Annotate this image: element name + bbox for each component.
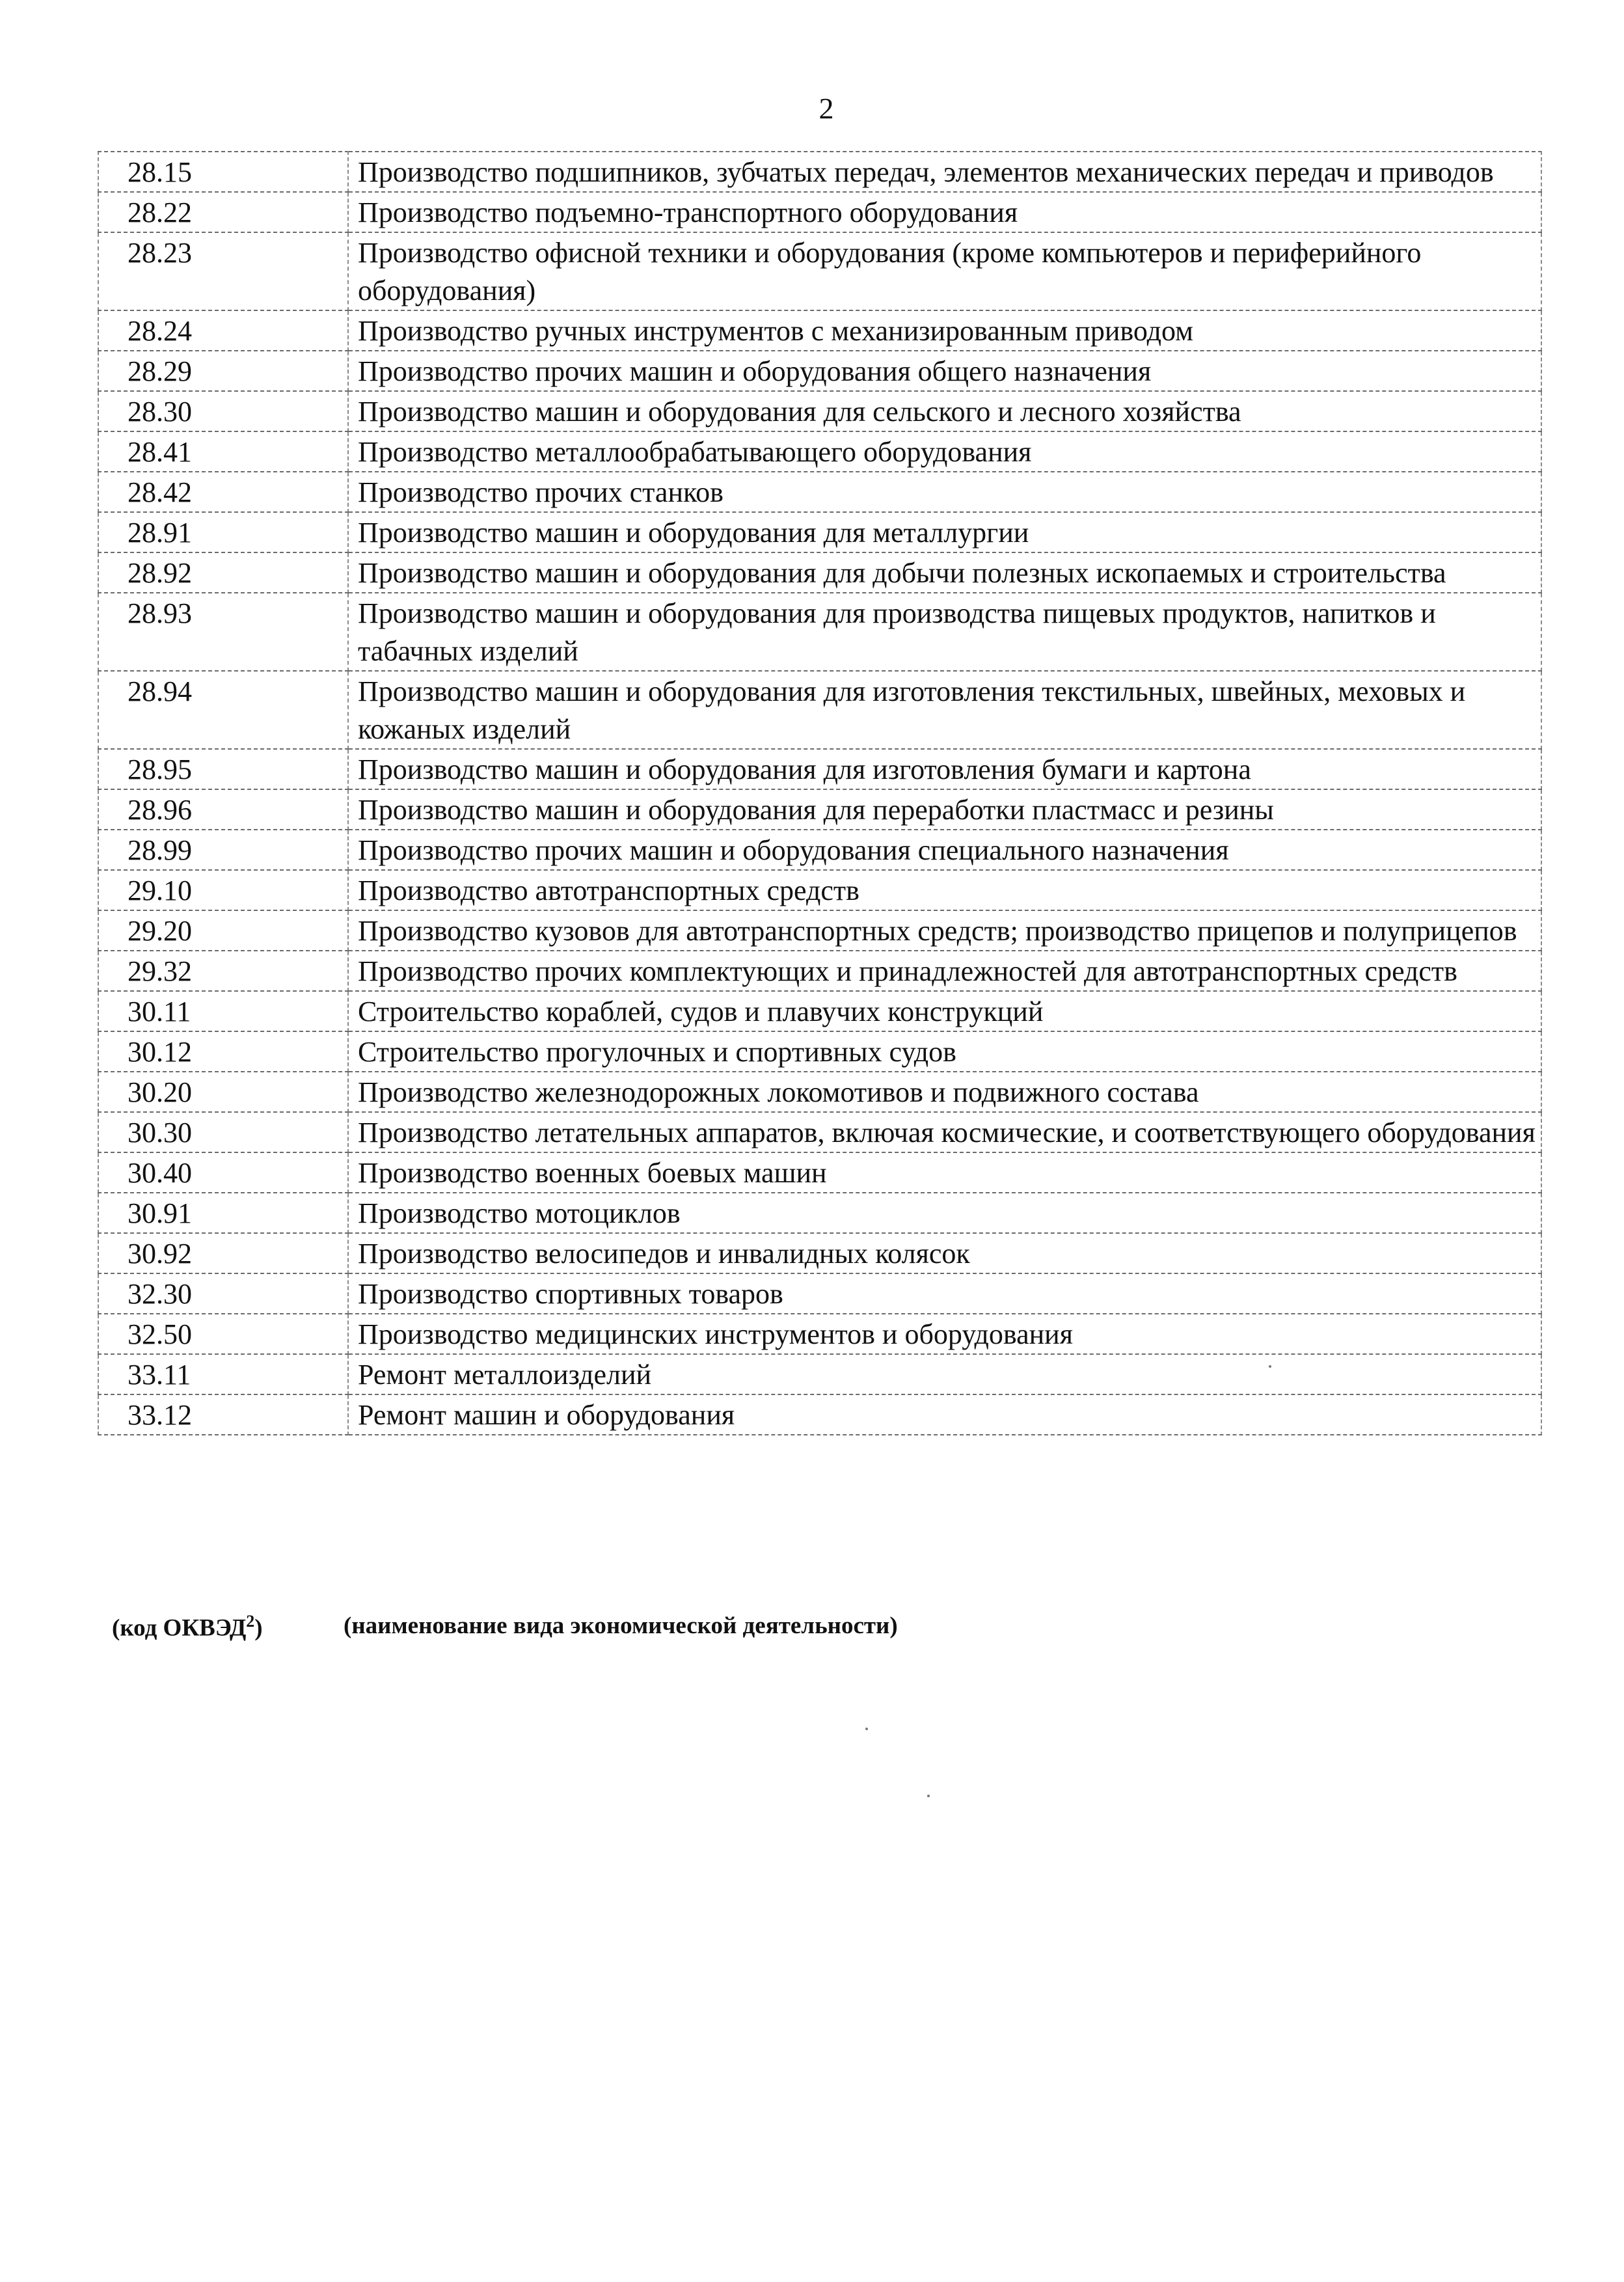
activity-name-cell: Ремонт металлоизделий — [348, 1354, 1541, 1394]
okved-code-cell: 30.40 — [98, 1152, 348, 1193]
caption-code-text: (код ОКВЭД — [112, 1614, 247, 1642]
okved-code-cell: 28.29 — [98, 351, 348, 391]
activity-name-cell: Производство машин и оборудования для металлургии — [348, 512, 1541, 552]
activity-name-cell: Производство прочих комплектующих и принадлежностей для автотранспортных средств — [348, 951, 1541, 991]
table-row — [98, 152, 1541, 192]
okved-code-cell: 28.93 — [98, 593, 348, 671]
okved-code-cell: 28.30 — [98, 391, 348, 431]
table-row — [98, 1072, 1541, 1112]
table-row — [98, 1354, 1541, 1394]
okved-code-cell: 28.92 — [98, 552, 348, 593]
footnote-marker: 2 — [246, 1612, 255, 1631]
activity-name-cell: Производство машин и оборудования для изготовления текстильных, швейных, меховых и кожаных изделий — [348, 671, 1541, 749]
okved-code-cell: 29.10 — [98, 870, 348, 910]
activity-name-cell: Производство ручных инструментов с механизированным приводом — [348, 310, 1541, 351]
activity-name-cell: Производство мотоциклов — [348, 1193, 1541, 1233]
table-row — [98, 351, 1541, 391]
activity-name-cell: Производство металлообрабатывающего оборудования — [348, 431, 1541, 472]
activity-name-cell: Производство спортивных товаров — [348, 1273, 1541, 1314]
table-row — [98, 192, 1541, 232]
table-row — [98, 671, 1541, 749]
table-row — [98, 1031, 1541, 1072]
okved-code-cell: 28.22 — [98, 192, 348, 232]
table-row — [98, 1152, 1541, 1193]
okved-code-cell: 30.91 — [98, 1193, 348, 1233]
caption-code-close: ) — [254, 1614, 263, 1642]
activity-name-cell: Производство военных боевых машин — [348, 1152, 1541, 1193]
table-row — [98, 991, 1541, 1031]
table-row — [98, 1193, 1541, 1233]
page-number: 2 — [819, 92, 834, 125]
okved-code-cell: 29.20 — [98, 910, 348, 951]
activity-name-cell: Производство машин и оборудования для производства пищевых продуктов, напитков и табачных изделий — [348, 593, 1541, 671]
table-row — [98, 431, 1541, 472]
okved-code-cell: 32.50 — [98, 1314, 348, 1354]
table-row — [98, 830, 1541, 870]
okved-code-cell: 28.99 — [98, 830, 348, 870]
okved-code-cell: 28.94 — [98, 671, 348, 749]
table-row — [98, 232, 1541, 310]
okved-code-cell: 28.41 — [98, 431, 348, 472]
okved-code-cell: 32.30 — [98, 1273, 348, 1314]
table-row — [98, 1394, 1541, 1435]
scan-speck — [865, 1728, 868, 1730]
caption-name-label: (наименование вида экономической деятельности) — [344, 1612, 898, 1639]
activity-name-cell: Производство прочих машин и оборудования специального назначения — [348, 830, 1541, 870]
activity-name-cell: Производство железнодорожных локомотивов и подвижного состава — [348, 1072, 1541, 1112]
table-row — [98, 1112, 1541, 1152]
activity-name-cell: Производство подъемно-транспортного оборудования — [348, 192, 1541, 232]
activity-name-cell: Производство прочих машин и оборудования общего назначения — [348, 351, 1541, 391]
okved-code-cell: 28.42 — [98, 472, 348, 512]
okved-code-cell: 28.23 — [98, 232, 348, 310]
table-row — [98, 391, 1541, 431]
scan-speck — [927, 1795, 930, 1797]
activity-name-cell: Производство машин и оборудования для сельского и лесного хозяйства — [348, 391, 1541, 431]
okved-code-cell: 30.20 — [98, 1072, 348, 1112]
activity-name-cell: Производство прочих станков — [348, 472, 1541, 512]
okved-table — [98, 151, 1542, 1435]
activity-name-cell: Производство медицинских инструментов и оборудования — [348, 1314, 1541, 1354]
table-row — [98, 472, 1541, 512]
table-row — [98, 1314, 1541, 1354]
okved-code-cell: 33.11 — [98, 1354, 348, 1394]
activity-name-cell: Производство машин и оборудования для добычи полезных ископаемых и строительства — [348, 552, 1541, 593]
activity-name-cell: Производство машин и оборудования для переработки пластмасс и резины — [348, 789, 1541, 830]
okved-code-cell: 28.24 — [98, 310, 348, 351]
table-row — [98, 789, 1541, 830]
okved-code-cell: 28.95 — [98, 749, 348, 789]
activity-name-cell: Строительство кораблей, судов и плавучих конструкций — [348, 991, 1541, 1031]
activity-name-cell: Производство офисной техники и оборудования (кроме компьютеров и периферийного оборудования) — [348, 232, 1541, 310]
okved-code-cell: 30.30 — [98, 1112, 348, 1152]
activity-name-cell: Производство автотранспортных средств — [348, 870, 1541, 910]
table-row — [98, 749, 1541, 789]
table-row — [98, 512, 1541, 552]
okved-code-cell: 30.11 — [98, 991, 348, 1031]
okved-code-cell: 28.96 — [98, 789, 348, 830]
okved-code-cell: 30.12 — [98, 1031, 348, 1072]
okved-code-cell: 29.32 — [98, 951, 348, 991]
activity-name-cell: Производство кузовов для автотранспортных средств; производство прицепов и полуприцепов — [348, 910, 1541, 951]
table-row — [98, 552, 1541, 593]
table-row — [98, 870, 1541, 910]
scan-speck — [1269, 1365, 1271, 1368]
caption-code-label — [112, 1612, 263, 1642]
table-row — [98, 951, 1541, 991]
table-row — [98, 1273, 1541, 1314]
activity-name-cell: Строительство прогулочных и спортивных судов — [348, 1031, 1541, 1072]
okved-code-cell: 30.92 — [98, 1233, 348, 1273]
activity-name-cell: Производство машин и оборудования для изготовления бумаги и картона — [348, 749, 1541, 789]
table-row — [98, 1233, 1541, 1273]
okved-code-cell: 33.12 — [98, 1394, 348, 1435]
okved-table-body — [98, 152, 1541, 1435]
activity-name-cell: Производство летательных аппаратов, включая космические, и соответствующего оборудования — [348, 1112, 1541, 1152]
activity-name-cell: Производство велосипедов и инвалидных колясок — [348, 1233, 1541, 1273]
okved-code-cell: 28.91 — [98, 512, 348, 552]
activity-name-cell: Ремонт машин и оборудования — [348, 1394, 1541, 1435]
okved-code-cell: 28.15 — [98, 152, 348, 192]
table-row — [98, 910, 1541, 951]
activity-name-cell: Производство подшипников, зубчатых передач, элементов механических передач и приводов — [348, 152, 1541, 192]
table-row — [98, 593, 1541, 671]
table-row — [98, 310, 1541, 351]
